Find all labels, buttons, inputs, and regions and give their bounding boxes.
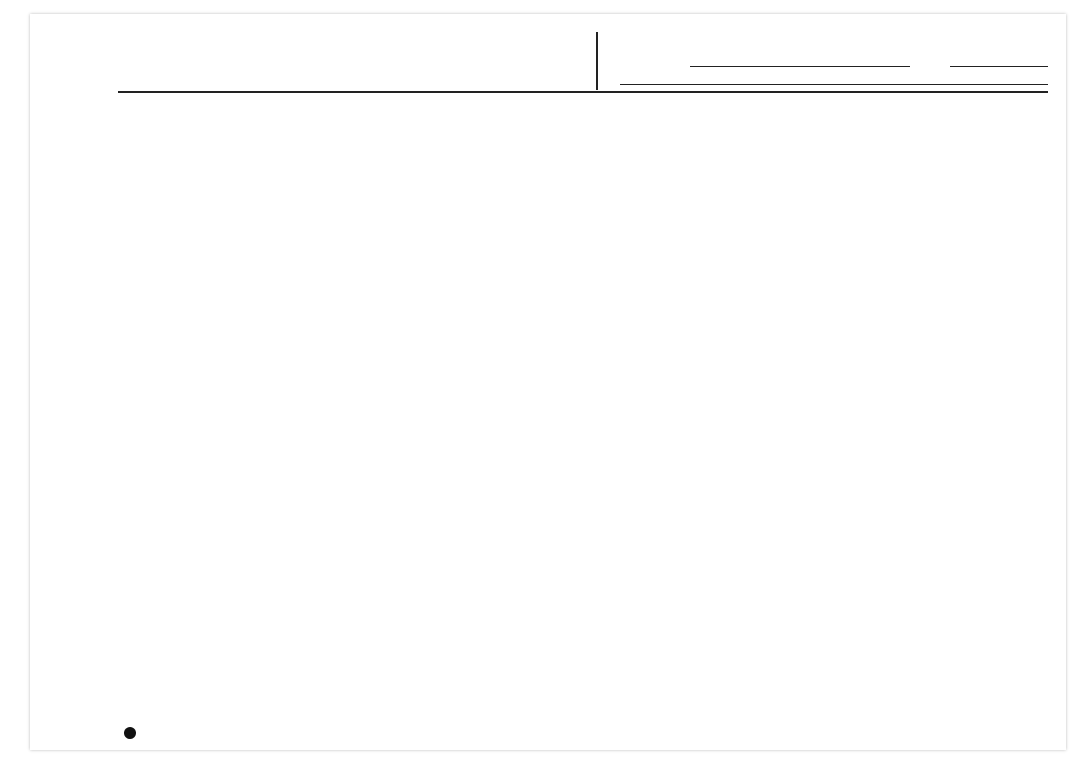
cbs-logo — [124, 727, 136, 739]
